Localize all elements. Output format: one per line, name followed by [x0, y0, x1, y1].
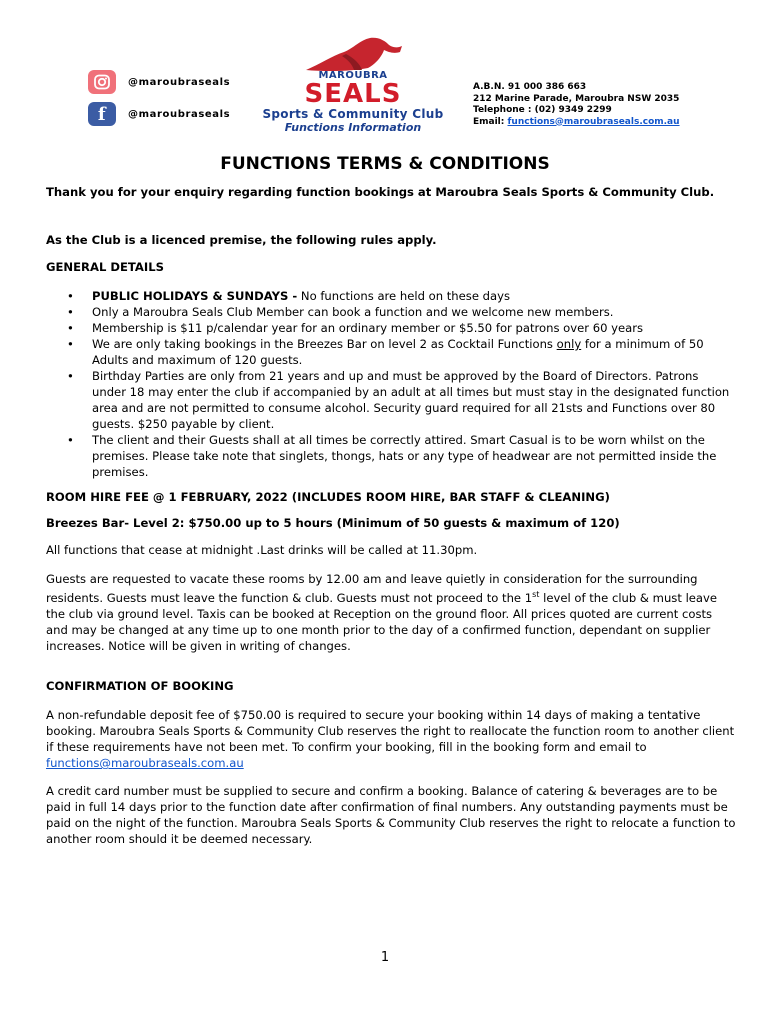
- page-number: 1: [380, 950, 390, 965]
- logo-line-3: Sports & Community Club: [262, 107, 444, 121]
- club-logo: [262, 34, 444, 142]
- logo-line-2: SEALS: [304, 79, 402, 109]
- guests-paragraph: [46, 571, 736, 654]
- telephone: Telephone : (02) 9349 2299: [473, 105, 612, 115]
- guests-text-sup: st: [532, 590, 540, 599]
- list-item: • The client and their Guests shall at all times be correctly attired. Smart Casual is to be worn whilst on the premises. Please take note that singlets, thongs, hats or any type of headwear are not permitted inside the premises.: [92, 432, 736, 480]
- deposit-text: A non-refundable deposit fee of $750.00 is required to secure your booking within 14 days of making a tentative booking. Maroubra Seals Sports & Community Club reserves the right to reallocate the function room to another client if these requirements have not been met. To confirm your booking, fill in the booking form and email to: [46, 708, 735, 754]
- list-item: • Birthday Parties are only from 21 years and up and must be approved by the Board of Directors. Patrons under 18 may enter the club if accompanied by an adult at all times but must stay in the designated function area and are not permitted to consume alcohol. Security guard required for all 21sts and Functions over 80 guests. $250 payable by client.: [92, 368, 736, 432]
- bullet-4-underlined: only: [556, 337, 582, 351]
- deposit-email-link[interactable]: functions@maroubraseals.com.au: [46, 756, 244, 770]
- contact-block: [473, 82, 680, 128]
- general-details-list-wrap: [46, 288, 736, 480]
- header-email-link[interactable]: functions@maroubraseals.com.au: [507, 116, 680, 127]
- email-row: [473, 117, 680, 129]
- instagram-row: [88, 70, 230, 94]
- general-details-heading: GENERAL DETAILS: [46, 260, 164, 274]
- intro-text: Thank you for your enquiry regarding function bookings at Maroubra Seals Sports & Community Club.: [46, 185, 715, 199]
- bullet-4-text-b: for a minimum of 50 Adults and maximum of 120 guests.: [92, 337, 704, 367]
- rules-intro: As the Club is a licenced premise, the following rules apply.: [46, 233, 437, 247]
- list-item: • Membership is $11 p/calendar year for an ordinary member or $5.50 for patrons over 60 years: [92, 320, 736, 336]
- seal-icon: [298, 34, 408, 74]
- bullet-1-text: No functions are held on these days: [297, 289, 510, 303]
- address: 212 Marine Parade, Maroubra NSW 2035: [473, 93, 680, 104]
- general-details-list: [46, 288, 736, 480]
- abn: A.B.N. 91 000 386 663: [473, 82, 587, 92]
- instagram-handle: @maroubraseals: [128, 76, 231, 88]
- facebook-row: [88, 102, 230, 126]
- logo-line-4: Functions Information: [284, 121, 422, 134]
- guests-text-a: Guests are requested to vacate these rooms by 12.00 am and leave quietly in consideration for the surrounding residents. Guests must leave the function & club. Guests must not proceed to the 1: [46, 572, 698, 605]
- room-hire-heading: ROOM HIRE FEE @ 1 FEBRUARY, 2022 (INCLUDES ROOM HIRE, BAR STAFF & CLEANING): [46, 490, 610, 504]
- email-label: Email:: [473, 116, 508, 127]
- page-title: FUNCTIONS TERMS & CONDITIONS: [220, 154, 550, 174]
- logo-line-1: MAROUBRA: [318, 70, 388, 81]
- bullet-1-bold: PUBLIC HOLIDAYS & SUNDAYS -: [92, 289, 298, 303]
- instagram-icon: [88, 70, 116, 94]
- bullet-4-text-a: We are only taking bookings in the Breezes Bar on level 2 as Cocktail Functions: [92, 337, 557, 351]
- deposit-paragraph: [46, 707, 736, 771]
- list-item: [92, 288, 736, 304]
- facebook-icon: f: [88, 102, 116, 126]
- credit-card-paragraph: A credit card number must be supplied to secure and confirm a booking. Balance of catering & beverages are to be paid in full 14 days prior to the function date after confirmation of final numbers. Any outstanding payments must be paid on the night of the function. Maroubra Seals Sports & Community Club reserves the right to relocate a function to another room should it be deemed necessary.: [46, 784, 736, 846]
- list-item: [92, 336, 736, 368]
- confirmation-heading: CONFIRMATION OF BOOKING: [46, 679, 234, 693]
- guests-text-b: level of the club & must leave the club via ground level. Taxis can be booked at Reception on the ground floor. All prices quoted are current costs and may be changed at any time up to one month prior to the day of a confirmed function, dependant on supplier increases. Notice will be given in writing of changes.: [46, 590, 718, 653]
- list-item: • Only a Maroubra Seals Club Member can book a function and we welcome new members.: [92, 304, 736, 320]
- facebook-handle: @maroubraseals: [128, 108, 231, 120]
- midnight-text: All functions that cease at midnight .Last drinks will be called at 11.30pm.: [46, 543, 478, 557]
- breezes-bar-heading: Breezes Bar- Level 2: $750.00 up to 5 hours (Minimum of 50 guests & maximum of 120): [46, 516, 620, 530]
